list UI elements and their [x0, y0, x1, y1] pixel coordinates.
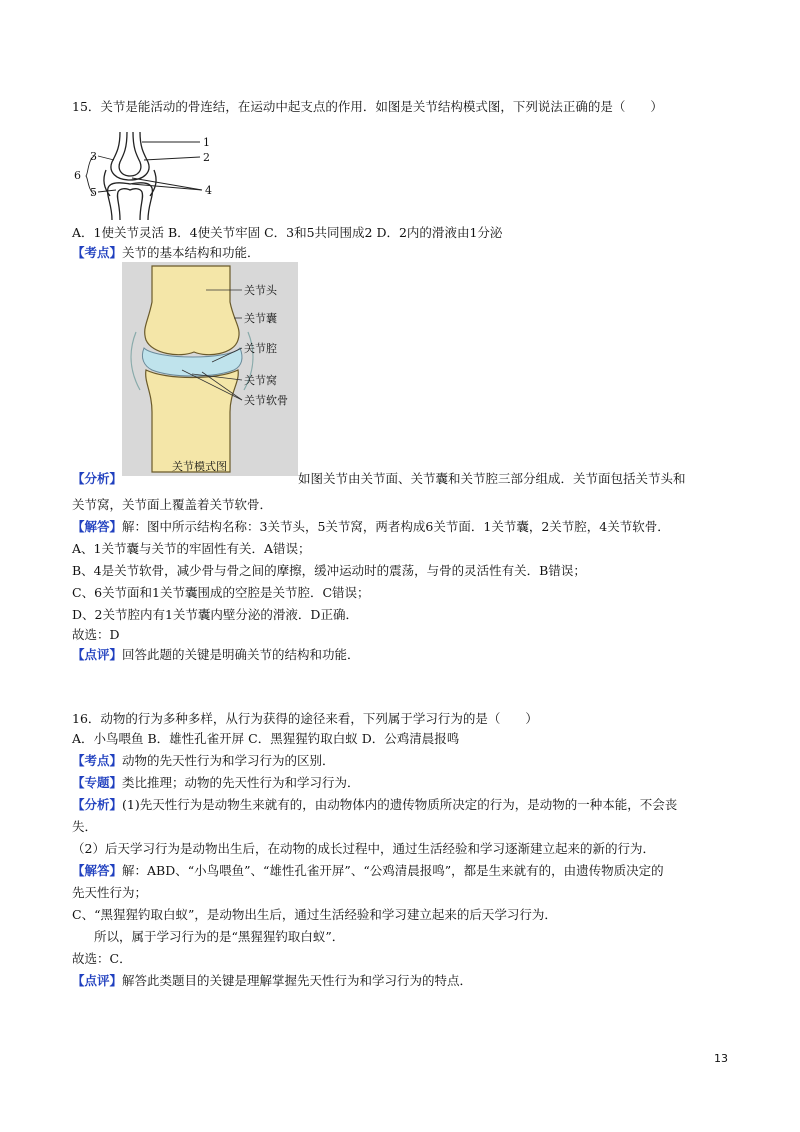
- big-fig-label-capsule: 关节囊: [244, 312, 277, 325]
- q15-options: A．1使关节灵活 B．4使关节牢固 C．3和5共同围成2 D．2内的滑液由1分泌: [72, 225, 503, 240]
- big-fig-label-cavity: 关节腔: [244, 342, 277, 355]
- joint-diagram-small: [72, 130, 222, 222]
- fig-label-6: 6: [74, 169, 81, 182]
- q15-jieda-4: C、6关节面和1关节囊围成的空腔是关节腔．C错误；: [72, 585, 370, 600]
- zhuanti-text: 类比推理；动物的先天性行为和学习行为．: [122, 775, 360, 790]
- q15-jieda-5: D、2关节腔内有1关节囊内壁分泌的滑液．D正确．: [72, 607, 358, 622]
- dianping-text: 回答此题的关键是明确关节的结构和功能．: [122, 647, 360, 662]
- q15-answer: 故选：D: [72, 627, 120, 642]
- q15-stem: 15．关节是能活动的骨连结，在运动中起支点的作用．如图是关节结构模式图，下列说法正确的是（ ）: [72, 99, 663, 114]
- q16-jieda: [72, 862, 664, 880]
- q15-kaodian: [72, 244, 260, 262]
- q16-kaodian: [72, 752, 335, 770]
- fenxi-tag: 【分析】: [72, 797, 123, 812]
- fig-label-2: 2: [203, 151, 210, 164]
- q16-zhuanti: [72, 774, 360, 792]
- jieda-1: 解：图中所示结构名称：3关节头，5关节窝，两者构成6关节面．1关节囊，2关节腔，4关节软骨．: [122, 519, 670, 534]
- jieda-1: 解：ABD、“小鸟喂鱼”、“雄性孔雀开屏”、“公鸡清晨报鸣”，都是生来就有的，由遗传物质决定的: [122, 863, 664, 878]
- kaodian-text: 关节的基本结构和功能．: [122, 245, 260, 260]
- q16-fenxi: [72, 796, 677, 814]
- q15-jieda: [72, 518, 670, 536]
- dianping-text: 解答此类题目的关键是理解掌握先天性行为和学习行为的特点．: [122, 973, 473, 988]
- q16-options: A．小鸟喂鱼 B．雄性孔雀开屏 C．黑猩猩钓取白蚁 D．公鸡清晨报鸣: [72, 731, 460, 746]
- big-fig-label-cartilage: 关节软骨: [244, 394, 288, 407]
- fig-label-5: 5: [90, 186, 97, 199]
- q15-dianping: [72, 646, 360, 664]
- q15-jieda-3: B、4是关节软骨，减少骨与骨之间的摩擦，缓冲运动时的震荡，与骨的灵活性有关．B错误；: [72, 563, 586, 578]
- jieda-tag: 【解答】: [72, 863, 123, 878]
- page-number: 13: [714, 1052, 728, 1065]
- kaodian-tag: 【考点】: [72, 753, 123, 768]
- zhuanti-tag: 【专题】: [72, 775, 123, 790]
- big-fig-label-socket: 关节窝: [244, 374, 277, 387]
- fig-label-3: 3: [90, 150, 97, 163]
- big-fig-caption: 关节模式图: [172, 460, 227, 473]
- fig-label-1: 1: [203, 136, 210, 149]
- q15-fenxi-2: 关节窝，关节面上覆盖着关节软骨．: [72, 497, 273, 512]
- kaodian-text: 动物的先天性行为和学习行为的区别．: [122, 753, 335, 768]
- q16-jieda-4: 所以，属于学习行为的是“黑猩猩钓取白蚁”．: [94, 929, 345, 944]
- q16-fenxi-3: （2）后天学习行为是动物出生后，在动物的成长过程中，通过生活经验和学习逐渐建立起来的新的行为．: [72, 841, 655, 856]
- q16-stem: 16．动物的行为多种多样，从行为获得的途径来看，下列属于学习行为的是（ ）: [72, 711, 538, 726]
- joint-model-figure: [122, 262, 298, 476]
- dianping-tag: 【点评】: [72, 647, 123, 662]
- q15-jieda-2: A、1关节囊与关节的牢固性有关．A错误；: [72, 541, 311, 556]
- q16-jieda-3: C、“黑猩猩钓取白蚁”，是动物出生后，通过生活经验和学习建立起来的后天学习行为．: [72, 907, 557, 922]
- q16-jieda-2: 先天性行为；: [72, 885, 148, 900]
- q16-fenxi-2: 失．: [72, 819, 98, 834]
- fenxi-1: (1)先天性行为是动物生来就有的，由动物体内的遗传物质所决定的行为，是动物的一种本能，不会丧: [122, 797, 678, 812]
- dianping-tag: 【点评】: [72, 973, 123, 988]
- q15-fenxi-tag: 【分析】: [72, 471, 123, 486]
- jieda-tag: 【解答】: [72, 519, 123, 534]
- big-fig-label-head: 关节头: [244, 284, 277, 297]
- fig-label-4: 4: [205, 184, 212, 197]
- q16-dianping: [72, 972, 472, 990]
- q16-answer: 故选：C．: [72, 951, 132, 966]
- q15-fenxi-1: 如图关节由关节面、关节囊和关节腔三部分组成．关节面包括关节头和: [298, 471, 686, 486]
- kaodian-tag: 【考点】: [72, 245, 123, 260]
